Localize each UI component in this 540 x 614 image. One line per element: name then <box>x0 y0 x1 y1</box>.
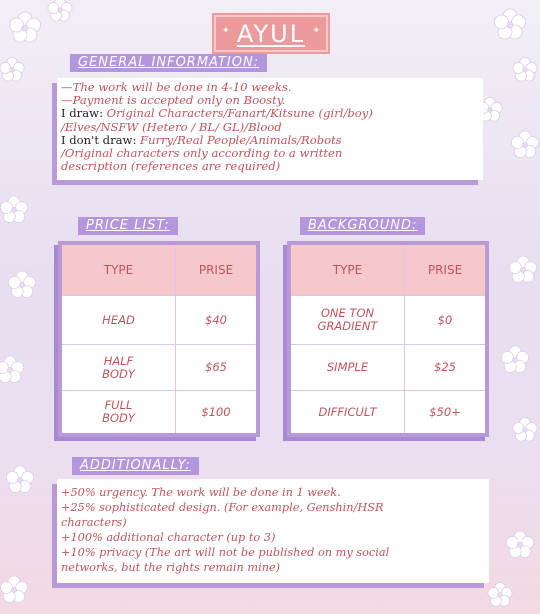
general-line: —Payment is accepted only on Boosty. <box>61 93 286 108</box>
sparkle-icon: ✦ <box>312 26 320 36</box>
general-line: /Elves/NSFW (Hetero / BL/ GL)/Blood <box>61 119 282 134</box>
cherry-blossom-decoration-left <box>0 190 60 410</box>
general-line: /Original characters only according to a written <box>61 146 343 161</box>
title-banner <box>214 15 328 52</box>
additional-line: +25% sophisticated design. (For example, Genshin/HSR <box>61 501 384 514</box>
general-line: description (references are required) <box>61 159 281 174</box>
background-table <box>287 241 489 437</box>
table-cell-price: $100 <box>176 391 256 433</box>
table-cell-type: HEAD <box>62 296 175 344</box>
price-list-heading: PRICE LIST: <box>78 217 178 235</box>
additional-line: +50% urgency. The work will be done in 1 week. <box>61 486 341 499</box>
table-cell-price: $40 <box>176 296 256 344</box>
column-header-type: TYPE <box>62 245 175 295</box>
table-cell-type: FULL BODY <box>62 391 175 433</box>
price-list-table <box>58 241 260 437</box>
table-cell-type: HALF BODY <box>62 345 175 390</box>
table-cell-price: $25 <box>405 345 485 390</box>
general-line: I draw: Original Characters/Fanart/Kitsune (girl/boy) <box>61 106 373 121</box>
additional-line: characters) <box>61 516 127 529</box>
table-cell-price: $50+ <box>405 391 485 433</box>
sparkle-icon: ✦ <box>222 26 230 36</box>
table-cell-price: $0 <box>405 296 485 344</box>
table-cell-type: ONE TON GRADIENT <box>291 296 404 344</box>
column-header-type: TYPE <box>291 245 404 295</box>
additional-line: +100% additional character (up to 3) <box>61 531 276 544</box>
column-header-price: PRISE <box>176 245 256 295</box>
column-header-price: PRISE <box>405 245 485 295</box>
table-cell-price: $65 <box>176 345 256 390</box>
cherry-blossom-decoration-right <box>495 250 540 450</box>
additionally-panel <box>57 479 489 583</box>
general-line: —The work will be done in 4-10 weeks. <box>61 80 292 94</box>
general-information-heading: GENERAL INFORMATION: <box>70 54 267 72</box>
additional-line: +10% privacy (The art will not be published on my social <box>61 546 390 559</box>
general-line: I don't draw: Furry/Real People/Animals/Robots <box>61 132 342 147</box>
page-title: AYUL <box>236 19 306 48</box>
general-information-panel <box>57 78 483 180</box>
additionally-heading: ADDITIONALLY: <box>72 457 199 475</box>
table-cell-type: SIMPLE <box>291 345 404 390</box>
table-cell-type: DIFFICULT <box>291 391 404 433</box>
background-heading: BACKGROUND: <box>300 217 425 235</box>
additional-line: networks, but the rights remain mine) <box>61 561 281 574</box>
